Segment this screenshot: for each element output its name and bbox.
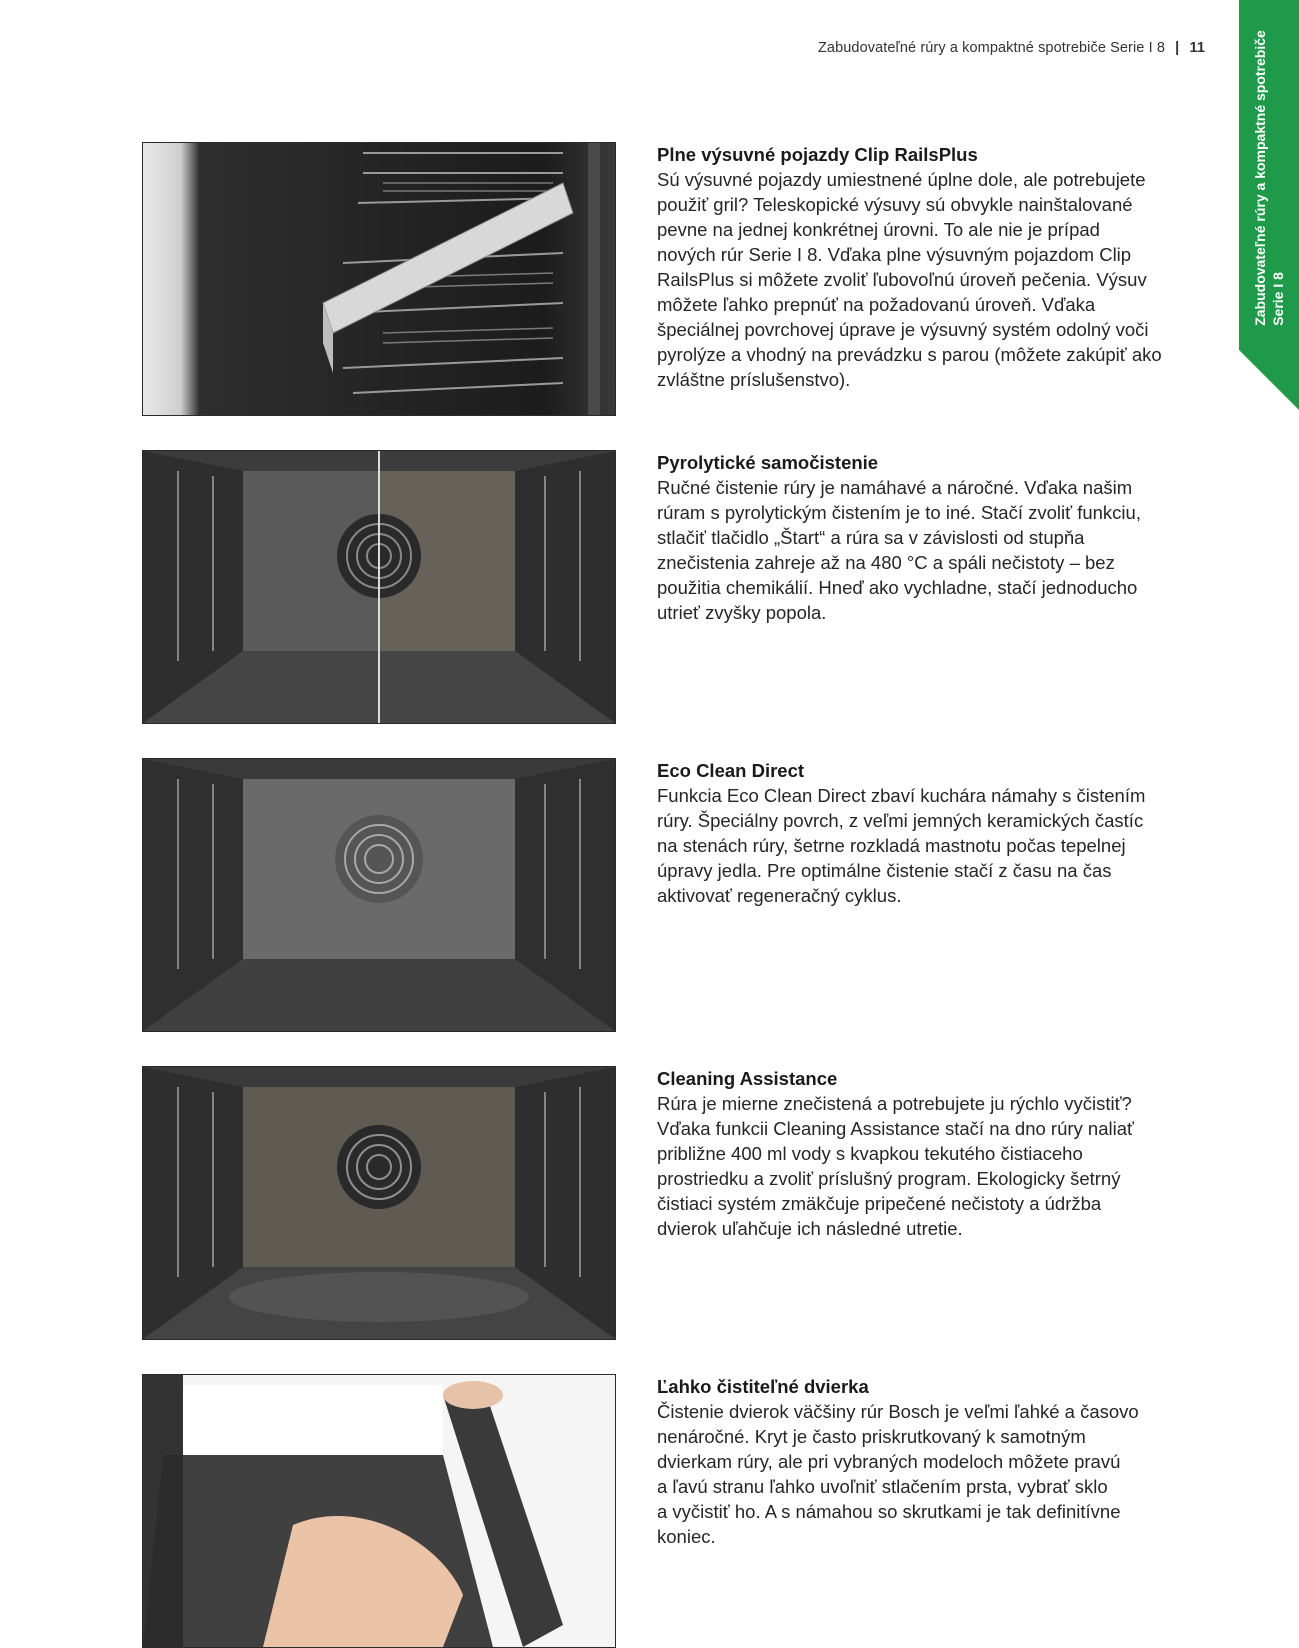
oven-rails-photo xyxy=(142,142,616,416)
feature-text-railsplus xyxy=(657,142,1217,392)
page-number: 11 xyxy=(1189,40,1205,56)
running-header xyxy=(818,40,1205,56)
feature-text-cleaning-assistance xyxy=(657,1066,1217,1241)
chapter-tab xyxy=(1239,0,1299,410)
feature-body: Ručné čistenie rúry je namáhavé a náročné. Vďaka našim rúram s pyrolytickým čistením je to iné. Stačí zvoliť funkciu, stlačiť tlačidlo „Štart“ a rúra sa v závislosti od stupňa znečistenia zahreje až na 480 °C a spáli nečistoty – bez použitia chemikálií. Hneď ako vychladne, stačí jednoducho utrieť zvyšky popola. xyxy=(657,477,1141,623)
feature-body: Rúra je mierne znečistená a potrebujete ju rýchlo vyčistiť? Vďaka funkcii Cleaning Assistance stačí na dno rúry naliať približne 400 ml vody s kvapkou tekutého čistiaceho prostriedku a zvoliť príslušný program. Ekologicky šetrný čistiaci systém zmäkčuje pripečené nečistoty a údržba dvierok uľahčuje ich následné utretie. xyxy=(657,1093,1134,1239)
feature-text-door xyxy=(657,1374,1217,1549)
chapter-tab-label xyxy=(1239,0,1299,350)
header-title: Zabudovateľné rúry a kompaktné spotrebiče Serie I 8 xyxy=(817,40,1166,56)
feature-title: Cleaning Assistance xyxy=(657,1068,838,1089)
feature-text-ecoclean xyxy=(657,758,1217,908)
feature-body: Sú výsuvné pojazdy umiestnené úplne dole, ale potrebujete použiť gril? Teleskopické výsuvy sú obvykle nainštalované pevne na jednej konkrétnej úrovni. To ale nie je prípad nových rúr Serie I 8. Vďaka plne výsuvným pojazdom Clip RailsPlus si môžete zvoliť ľubovoľnú úroveň pečenia. Výsuv môžete ľahko prepnúť na požadovanú úroveň. Vďaka špeciálnej povrchovej úprave je výsuvný systém odolný voči pyrolýze a vhodný na prevádzku s parou (môžete zakúpiť ako zvláštne príslušenstvo). xyxy=(657,169,1162,390)
oven-door-photo xyxy=(142,1374,616,1648)
feature-text-pyrolytic xyxy=(657,450,1217,625)
feature-title: Pyrolytické samočistenie xyxy=(657,452,879,473)
oven-dirty-photo xyxy=(142,1066,616,1340)
feature-title: Ľahko čistiteľné dvierka xyxy=(657,1376,869,1397)
feature-title: Eco Clean Direct xyxy=(657,760,805,781)
feature-title: Plne výsuvné pojazdy Clip RailsPlus xyxy=(657,144,978,165)
header-separator: | xyxy=(1175,40,1180,56)
chapter-tab-line2: Serie I 8 xyxy=(1270,272,1286,326)
oven-clean-photo xyxy=(142,758,616,1032)
feature-body: Funkcia Eco Clean Direct zbaví kuchára námahy s čistením rúry. Špeciálny povrch, z veľmi jemných keramických častíc na stenách rúry, šetrne rozkladá mastnotu počas tepelnej úpravy jedla. Pre optimálne čistenie stačí z času na čas aktivovať regeneračný cyklus. xyxy=(657,785,1146,906)
feature-body: Čistenie dvierok väčšiny rúr Bosch je veľmi ľahké a časovo nenáročné. Kryt je často priskrutkovaný k samotným dvierkam rúry, ale pri vybraných modeloch môžete pravú a ľavú stranu ľahko uvoľniť stlačením prsta, vybrať sklo a vyčistiť ho. A s námahou so skrutkami je tak definitívne koniec. xyxy=(657,1401,1139,1547)
chapter-tab-line1: Zabudovateľné rúry a kompaktné spotrebiče xyxy=(1252,30,1268,326)
oven-pyrolytic-photo xyxy=(142,450,616,724)
